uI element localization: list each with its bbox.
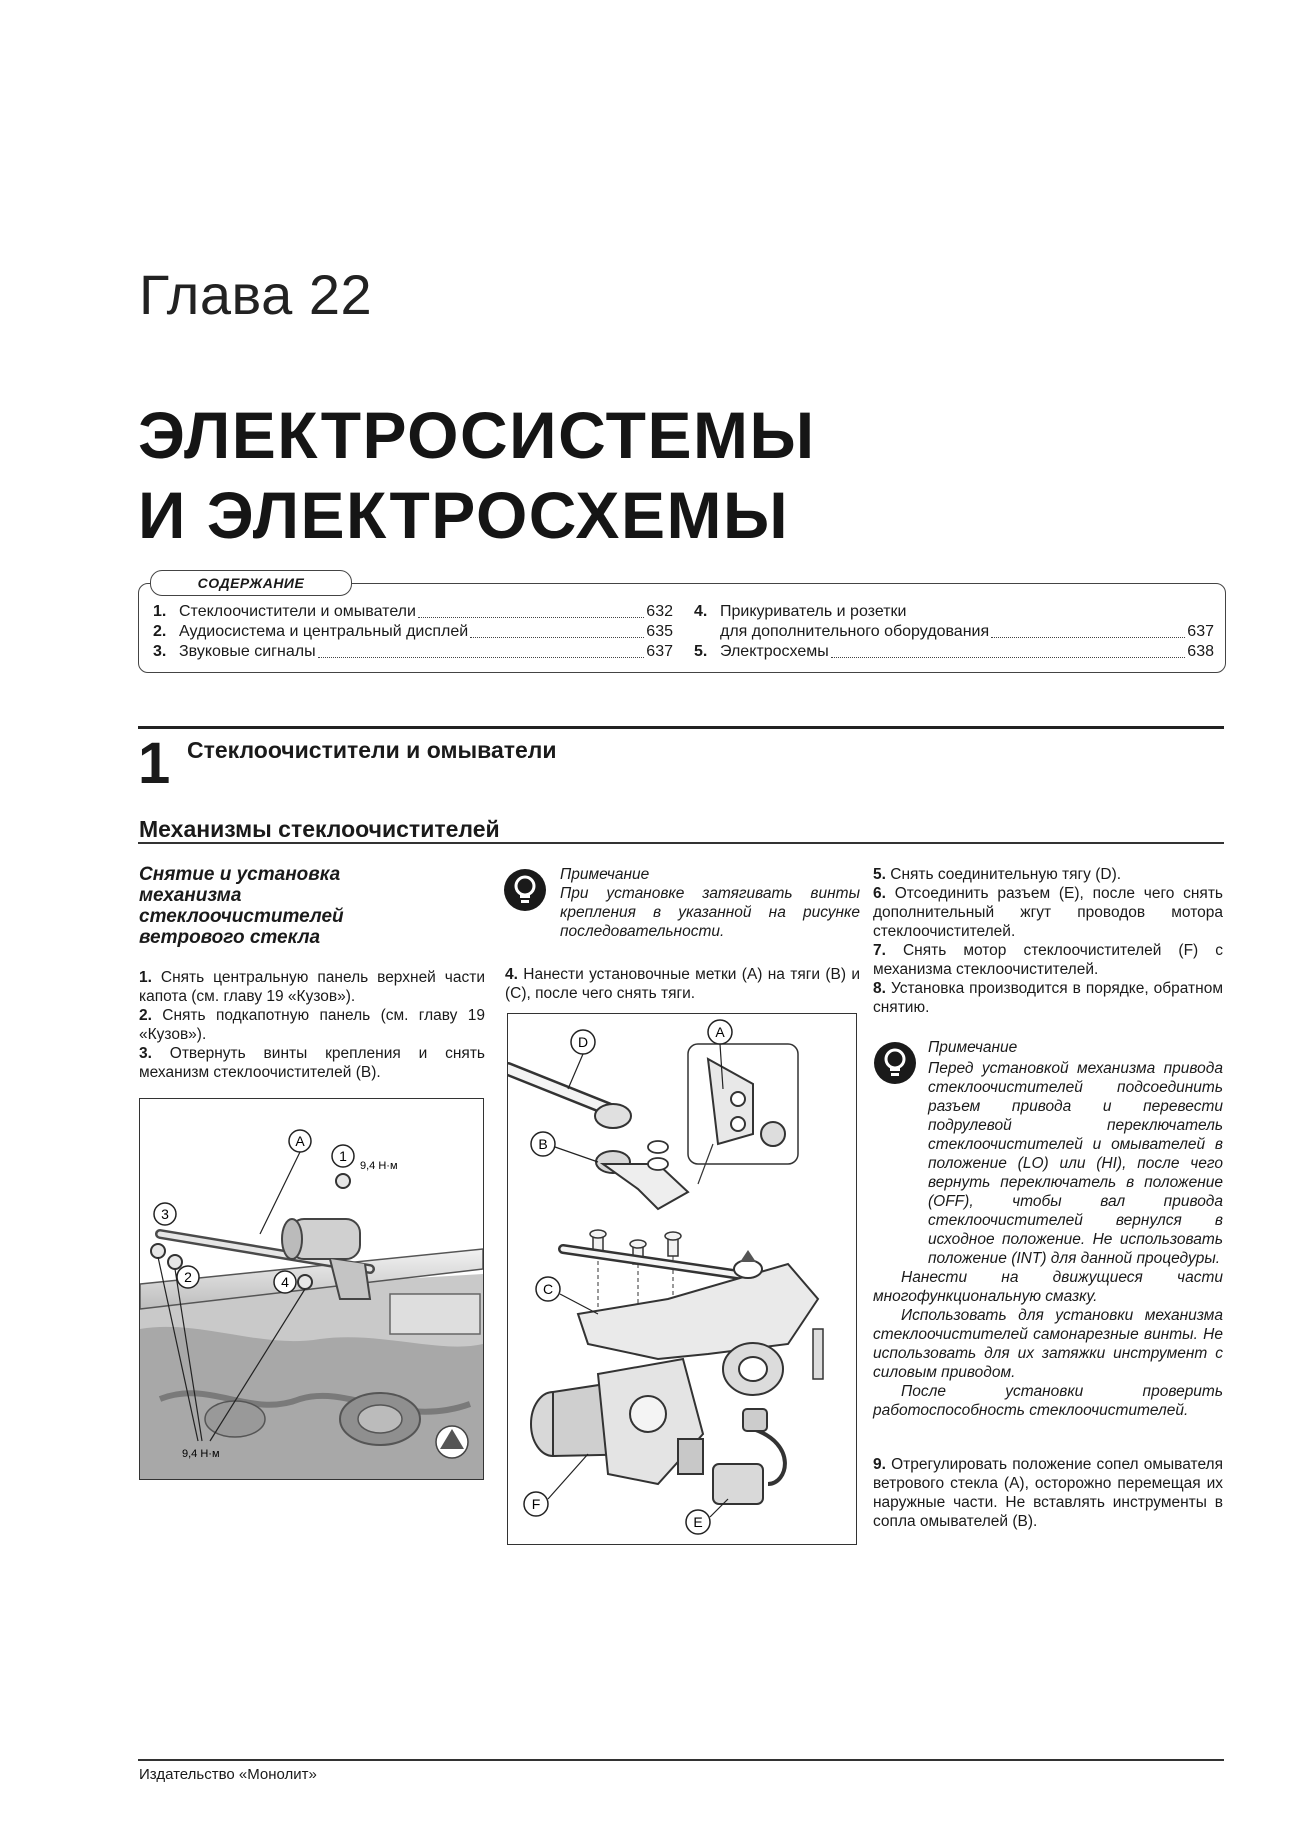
toc-item-1[interactable] [153, 602, 673, 622]
chapter-title [138, 395, 816, 555]
fig1-callout-4: 4 [281, 1274, 289, 1290]
toc-item-num: 5. [694, 643, 708, 660]
section-title: Стеклоочистители и омыватели [187, 737, 557, 763]
toc-item-3[interactable] [153, 642, 673, 662]
section-rule [138, 726, 1224, 729]
fig2-callout-e: E [693, 1514, 703, 1530]
fig1-callout-3: 3 [161, 1206, 169, 1222]
col1-steps [139, 968, 485, 1082]
wiper-mechanism-illustration [140, 1099, 483, 1479]
step-text: Снять мотор стеклоочистителей (F) с механизма стеклоочистителей. [873, 942, 1223, 978]
procedure-title-line: ветрового стекла [139, 927, 321, 948]
step-text: Установка производится в порядке, обратном снятию. [873, 980, 1223, 1016]
col3-steps [873, 865, 1223, 1017]
chapter-number: Глава 22 [139, 263, 373, 326]
step-num: 1. [139, 969, 152, 986]
step-1 [139, 968, 485, 1006]
toc-leader [470, 636, 644, 638]
toc-leader [418, 616, 644, 618]
note-paragraph-3: Использовать для установки механизма стеклоочистителей самонарезные винты. Не использовать для их затяжки инструмент с силовым приводом. [873, 1307, 1223, 1381]
toc-item-page: 635 [646, 623, 673, 640]
fig2-callout-b: B [538, 1136, 548, 1152]
wiper-linkage-illustration [508, 1014, 856, 1544]
figure-wiper-mechanism-removal [139, 1098, 484, 1480]
step-5 [873, 865, 1223, 884]
col3-note [873, 1059, 1223, 1420]
fig2-callout-f: F [531, 1496, 541, 1512]
fig2-callout-d: D [577, 1034, 589, 1050]
toc-item-2[interactable] [153, 622, 673, 642]
section-number: 1 [138, 731, 171, 796]
table-of-contents [138, 583, 1226, 673]
toc-item-num: 2. [153, 623, 167, 640]
step-text: Нанести установочные метки (A) на тяги (B) и (C), после чего снять тяги. [505, 966, 860, 1002]
figure-wiper-linkage-exploded [507, 1013, 857, 1545]
footer-rule [138, 1759, 1224, 1761]
step-num: 5. [873, 866, 886, 883]
procedure-title [139, 864, 439, 948]
step-num: 4. [505, 966, 518, 983]
step-3 [139, 1044, 485, 1082]
chapter-title-line2: И ЭЛЕКТРОСХЕМЫ [138, 478, 790, 552]
fig1-callout-2: 2 [184, 1269, 192, 1285]
subsection-title: Механизмы стеклоочистителей [139, 816, 500, 842]
toc-item-num: 4. [694, 603, 708, 620]
note-heading: Примечание [928, 1039, 1018, 1056]
col3-note-head [928, 1038, 1224, 1057]
toc-item-label: Звуковые сигналы [179, 643, 316, 660]
fig1-callout-1: 1 [339, 1148, 347, 1164]
toc-item-5[interactable] [694, 642, 1214, 662]
toc-item-num: 1. [153, 603, 167, 620]
toc-item-page: 638 [1187, 643, 1214, 660]
step-text: Отсоединить разъем (E), после чего снять дополнительный жгут проводов мотора стеклоочистителей. [873, 885, 1223, 940]
toc-item-page: 637 [646, 643, 673, 660]
col2-note [560, 865, 860, 941]
footer-publisher: Издательство «Монолит» [139, 1766, 317, 1783]
step-text: Отвернуть винты крепления и снять механизм стеклоочистителей (B). [139, 1045, 485, 1081]
chapter-title-line1: ЭЛЕКТРОСИСТЕМЫ [138, 398, 816, 472]
step-2 [139, 1006, 485, 1044]
fig2-callout-a: A [715, 1024, 725, 1040]
toc-leader [991, 636, 1185, 638]
procedure-title-line: стеклоочистителей [139, 906, 344, 927]
fig1-callout-a: A [295, 1133, 305, 1149]
fig2-callout-c: C [542, 1281, 554, 1297]
note-paragraph-2: Нанести на движущиеся части многофункциональную смазку. [873, 1269, 1223, 1305]
note-heading: Примечание [560, 866, 650, 883]
step-num: 9. [873, 1456, 886, 1473]
toc-item-label: для дополнительного оборудования [720, 623, 990, 640]
procedure-title-line: механизма [139, 885, 242, 906]
col3-step-9 [873, 1455, 1223, 1531]
step-text: Снять подкапотную панель (см. главу 19 «Кузов»). [139, 1007, 485, 1043]
note-paragraph-4: После установки проверить работоспособность стеклоочистителей. [873, 1383, 1223, 1419]
col2-step-4 [505, 965, 860, 1003]
toc-item-label: Стеклоочистители и омыватели [179, 603, 416, 620]
step-num: 2. [139, 1007, 152, 1024]
toc-item-4a[interactable] [694, 602, 1214, 622]
toc-label: СОДЕРЖАНИЕ [150, 570, 352, 596]
toc-item-label: Электросхемы [720, 643, 829, 660]
note-bulb-icon [503, 868, 547, 912]
step-num: 3. [139, 1045, 152, 1062]
toc-item-page: 632 [646, 603, 673, 620]
note-paragraph-1: Перед установкой механизма привода стеклоочистителей подсоединить разъем привода и перевести подрулевой переключатель стеклоочистителей и омывателей в положение (LO) или (HI), после чего вернуть переключатель в положение (OFF), чтобы вал привода стеклоочистителей вернулся в исходное положение. Не использовать положение (INT) для данной процедуры. [928, 1060, 1223, 1267]
step-num: 7. [873, 942, 886, 959]
toc-leader [831, 656, 1186, 658]
step-text: Отрегулировать положение сопел омывателя ветрового стекла (A), осторожно перемещая их наружные части. Не вставлять инструменты в сопла омывателей (B). [873, 1456, 1223, 1530]
toc-item-label: Аудиосистема и центральный дисплей [179, 623, 469, 640]
step-text: Снять соединительную тягу (D). [890, 866, 1122, 883]
toc-item-4b[interactable] [694, 622, 1214, 642]
step-num: 8. [873, 980, 886, 997]
step-6 [873, 884, 1223, 941]
procedure-title-line: Снятие и установка [139, 864, 341, 885]
step-8 [873, 979, 1223, 1017]
fig1-torque-top: 9,4 Н·м [360, 1160, 398, 1172]
step-7 [873, 941, 1223, 979]
step-text: Снять центральную панель верхней части капота (см. главу 19 «Кузов»). [139, 969, 485, 1005]
toc-item-num: 3. [153, 643, 167, 660]
toc-item-label: Прикуриватель и розетки [720, 603, 907, 620]
step-num: 6. [873, 885, 886, 902]
note-text: При установке затягивать винты крепления в указанной на рисунке последовательности. [560, 885, 860, 940]
toc-leader [318, 656, 645, 658]
subsection-rule [138, 842, 1224, 844]
toc-item-page: 637 [1187, 623, 1214, 640]
fig1-torque-bottom: 9,4 Н·м [182, 1448, 220, 1460]
